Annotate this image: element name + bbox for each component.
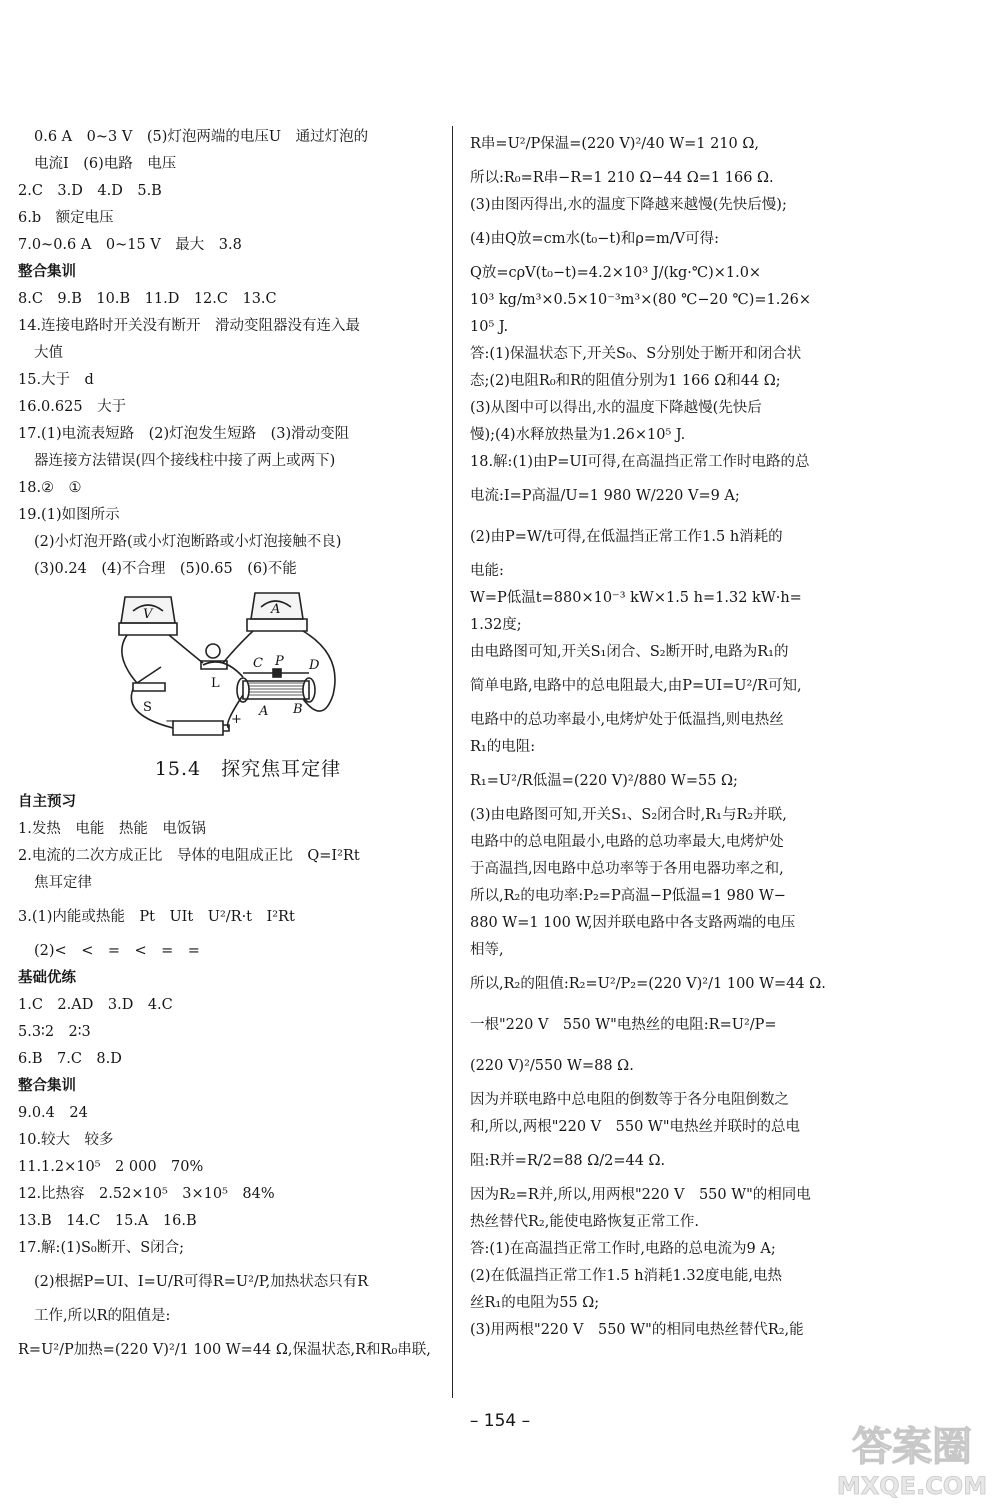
section-heading: 基础优练 (18, 970, 76, 986)
right-answer-line: Q放=cρV(t₀−t)=4.2×10³ J/(kg·℃)×1.0× (470, 265, 762, 281)
left-answer-line: 19.(1)如图所示 (18, 507, 120, 523)
section-heading: 自主预习 (18, 794, 76, 810)
right-answer-line: R串=U²/P保温=(220 V)²/40 W=1 210 Ω, (470, 136, 760, 152)
right-answer-line: 一根"220 V 550 W"电热丝的电阻:R=U²/P= (470, 1017, 777, 1033)
page-number: – 154 – (469, 1411, 531, 1431)
right-answer-line: 答:(1)保温状态下,开关S₀、S分别处于断开和闭合状 (470, 346, 802, 362)
right-answer-line: 所以,R₂的电功率:P₂=P高温−P低温=1 980 W− (470, 888, 786, 904)
left-answers-15-3 (18, 124, 438, 583)
right-answer-line: 电能: (470, 563, 504, 579)
right-answer-line: (4)由Q放=cm水(t₀−t)和ρ=m/V可得: (470, 231, 720, 247)
left-answer-line: 大值 (34, 345, 63, 361)
left-answer-line: (2)根据P=UI、I=U/R可得R=U²/P,加热状态只有R (34, 1274, 369, 1290)
right-answer-line: (2)在低温挡正常工作1.5 h消耗1.32度电能,电热 (470, 1268, 782, 1284)
section-title: 15.4 探究焦耳定律 (154, 758, 342, 780)
left-answer-line: 12.比热容 2.52×10⁵ 3×10⁵ 84% (18, 1186, 275, 1202)
right-answer-line: R₁=U²/R低温=(220 V)²/880 W=55 Ω; (470, 773, 738, 789)
left-answer-line: 焦耳定律 (34, 875, 92, 891)
rheostat-label-d: D (309, 658, 320, 673)
right-answer-line: 慢);(4)水释放热量为1.26×10⁵ J. (470, 427, 686, 443)
right-answer-line: 电路中的总功率最小,电烤炉处于低温挡,则电热丝 (470, 712, 784, 728)
right-answer-line: W=P低温t=880×10⁻³ kW×1.5 h=1.32 kW·h= (470, 590, 802, 606)
right-answer-line: 10⁵ J. (470, 319, 509, 335)
rheostat-label-a: A (259, 704, 269, 719)
left-answer-line: R=U²/P加热=(220 V)²/1 100 W=44 Ω,保温状态,R和R₀串联, (18, 1342, 431, 1358)
left-answer-line: 8.C 9.B 10.B 11.D 12.C 13.C (18, 291, 277, 307)
left-answer-line: 10.较大 较多 (18, 1132, 114, 1148)
left-answer-line: 17.解:(1)S₀断开、S闭合; (18, 1240, 185, 1256)
left-answer-line: (3)0.24 (4)不合理 (5)0.65 (6)不能 (34, 561, 297, 577)
rheostat-label-p: P (275, 654, 284, 669)
lamp-label: L (211, 676, 220, 691)
right-answer-line: 态;(2)电阻R₀和R的阻值分别为1 166 Ω和44 Ω; (470, 373, 781, 389)
left-answer-line: 11.1.2×10⁵ 2 000 70% (18, 1159, 204, 1175)
left-answer-line: 14.连接电路时开关没有断开 滑动变阻器没有连入最 (18, 318, 361, 334)
right-answer-line: 由电路图可知,开关S₁闭合、S₂断开时,电路为R₁的 (470, 644, 789, 660)
right-answer-line: 丝R₁的电阻为55 Ω; (470, 1295, 600, 1311)
right-answer-line: (3)由图丙得出,水的温度下降越来越慢(先快后慢); (470, 197, 787, 213)
right-answer-line: 因为并联电路中总电阻的倒数等于各分电阻倒数之 (470, 1092, 789, 1108)
voltmeter-label: V (143, 607, 153, 622)
right-answer-line: 简单电路,电路中的总电阻最大,由P=UI=U²/R可知, (470, 678, 802, 694)
right-answer-line: 电流:I=P高温/U=1 980 W/220 V=9 A; (470, 488, 740, 504)
left-answer-line: 13.B 14.C 15.A 16.B (18, 1213, 197, 1229)
left-answer-line: 2.电流的二次方成正比 导体的电阻成正比 Q=I²Rt (18, 848, 360, 864)
right-answer-line: (3)从图中可以得出,水的温度下降越慢(先快后 (470, 400, 762, 416)
watermark-logo (832, 1408, 992, 1503)
right-answer-line: (3)用两根"220 V 550 W"的相同电热丝替代R₂,能 (470, 1322, 804, 1338)
right-answer-line: 相等, (470, 942, 504, 958)
switch-label: S (143, 700, 152, 715)
circuit-diagram-svg (103, 585, 363, 745)
rheostat-label-c: C (253, 656, 263, 671)
section-heading: 整合集训 (18, 1078, 76, 1094)
left-answer-line: 7.0~0.6 A 0~15 V 最大 3.8 (18, 237, 242, 253)
left-column (18, 124, 438, 1371)
left-answer-line: 工作,所以R的阻值是: (34, 1308, 171, 1324)
left-answer-line: 电流I (6)电路 电压 (34, 156, 177, 172)
circuit-diagram (18, 583, 438, 749)
right-column (470, 124, 882, 1344)
left-answer-line: 2.C 3.D 4.D 5.B (18, 183, 162, 199)
rheostat-label-b: B (293, 702, 303, 717)
left-answer-line: 15.大于 d (18, 372, 94, 388)
right-answer-line: 880 W=1 100 W,因并联电路中各支路两端的电压 (470, 915, 796, 931)
right-answer-line: 因为R₂=R并,所以,用两根"220 V 550 W"的相同电 (470, 1187, 811, 1203)
section-heading: 整合集训 (18, 264, 76, 280)
right-answer-line: (3)由电路图可知,开关S₁、S₂闭合时,R₁与R₂并联, (470, 807, 787, 823)
svg-text:答案圈: 答案圈 (852, 1424, 972, 1470)
right-answer-line: 18.解:(1)由P=UI可得,在高温挡正常工作时电路的总 (470, 454, 810, 470)
left-answer-line: (2)小灯泡开路(或小灯泡断路或小灯泡接触不良) (34, 534, 342, 550)
right-answer-line: 热丝替代R₂,能使电路恢复正常工作. (470, 1214, 699, 1230)
right-answer-line: 答:(1)在高温挡正常工作时,电路的总电流为9 A; (470, 1241, 776, 1257)
right-answer-line: 1.32度; (470, 617, 522, 633)
left-answer-line: (2)< < = < = = (34, 943, 200, 959)
left-answer-line: 18.② ① (18, 480, 82, 496)
left-answers-15-4 (18, 789, 438, 1371)
left-answer-line: 9.0.4 24 (18, 1105, 88, 1121)
right-answer-line: 所以,R₂的阻值:R₂=U²/P₂=(220 V)²/1 100 W=44 Ω. (470, 976, 826, 992)
right-answer-line: (2)由P=W/t可得,在低温挡正常工作1.5 h消耗的 (470, 529, 783, 545)
right-answer-line: 和,所以,两根"220 V 550 W"电热丝并联时的总电 (470, 1119, 801, 1135)
svg-text:MXQE.COM: MXQE.COM (836, 1472, 988, 1500)
right-answer-line: 阻:R并=R/2=88 Ω/2=44 Ω. (470, 1153, 666, 1169)
left-answer-line: 6.b 额定电压 (18, 210, 114, 226)
column-divider (452, 126, 453, 1398)
left-answer-line: 0.6 A 0~3 V (5)灯泡两端的电压U 通过灯泡的 (34, 129, 369, 145)
left-answer-line: 16.0.625 大于 (18, 399, 127, 415)
left-answer-line: 5.3∶2 2∶3 (18, 1024, 91, 1040)
right-answer-line: 10³ kg/m³×0.5×10⁻³m³×(80 ℃−20 ℃)=1.26× (470, 292, 811, 308)
right-answer-line: 所以:R₀=R串−R=1 210 Ω−44 Ω=1 166 Ω. (470, 170, 774, 186)
right-answer-line: R₁的电阻: (470, 739, 536, 755)
right-answer-line: 电路中的总电阻最小,电路的总功率最大,电烤炉处 (470, 834, 784, 850)
left-answer-line: 1.C 2.AD 3.D 4.C (18, 997, 173, 1013)
left-answer-line: 17.(1)电流表短路 (2)灯泡发生短路 (3)滑动变阻 (18, 426, 350, 442)
battery-minus-label: − (165, 714, 176, 729)
left-answer-line: 器连接方法错误(四个接线柱中接了两上或两下) (34, 453, 336, 469)
left-answer-line: 1.发热 电能 热能 电饭锅 (18, 821, 206, 837)
left-answer-line: 3.(1)内能或热能 Pt UIt U²/R·t I²Rt (18, 909, 295, 925)
right-answer-line: (220 V)²/550 W=88 Ω. (470, 1058, 634, 1074)
battery-plus-label: + (231, 712, 242, 727)
right-answer-line: 于高温挡,因电路中总功率等于各用电器功率之和, (470, 861, 784, 877)
ammeter-label: A (271, 602, 281, 617)
left-answer-line: 6.B 7.C 8.D (18, 1051, 122, 1067)
